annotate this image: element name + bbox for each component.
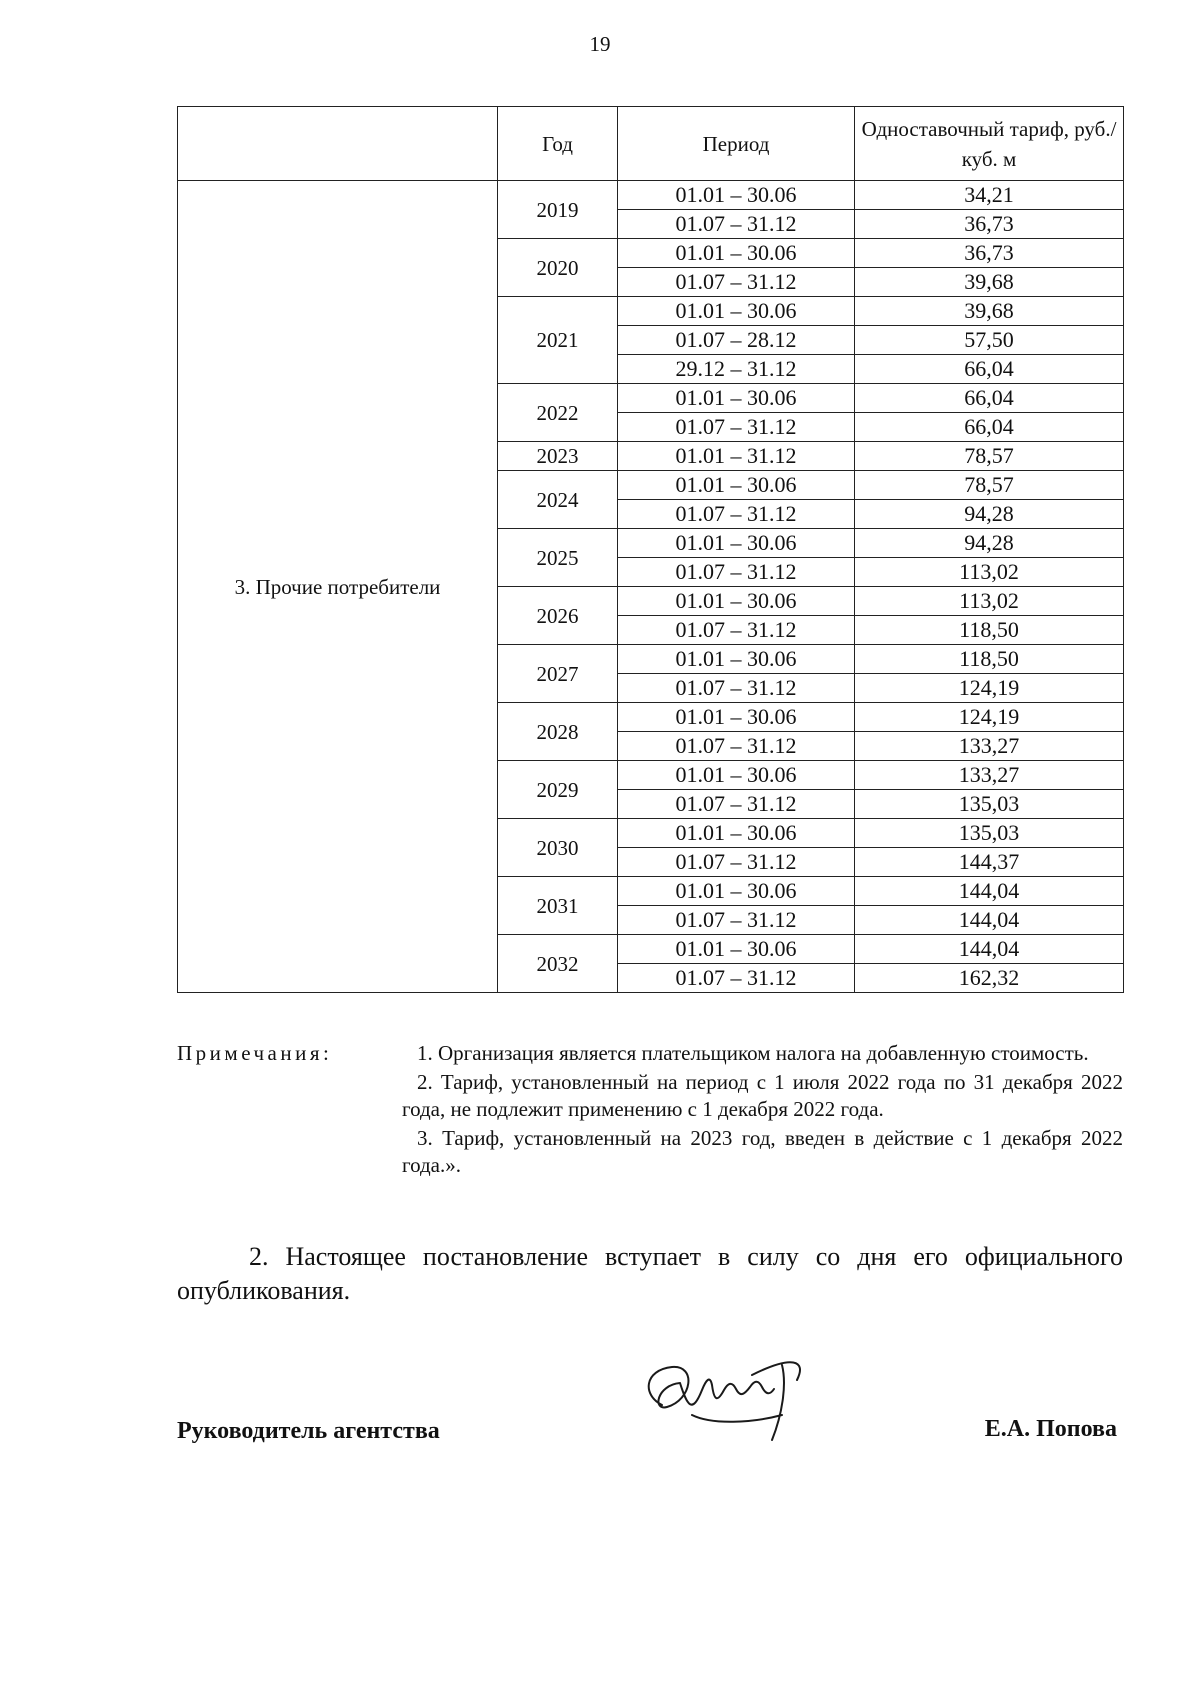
tariff-cell: 34,21	[855, 181, 1124, 210]
period-cell: 01.07 – 31.12	[618, 790, 855, 819]
year-cell: 2026	[498, 587, 618, 645]
tariff-cell: 78,57	[855, 442, 1124, 471]
page-number: 19	[589, 32, 611, 56]
period-cell: 01.07 – 31.12	[618, 616, 855, 645]
period-cell: 01.01 – 30.06	[618, 703, 855, 732]
period-cell: 01.01 – 30.06	[618, 181, 855, 210]
year-cell: 2021	[498, 297, 618, 384]
tariff-cell: 66,04	[855, 384, 1124, 413]
tariff-cell: 118,50	[855, 645, 1124, 674]
tariff-cell: 118,50	[855, 616, 1124, 645]
period-cell: 01.01 – 30.06	[618, 935, 855, 964]
period-cell: 01.01 – 30.06	[618, 645, 855, 674]
tariff-cell: 124,19	[855, 703, 1124, 732]
tariff-cell: 144,37	[855, 848, 1124, 877]
year-cell: 2020	[498, 239, 618, 297]
tariff-cell: 57,50	[855, 326, 1124, 355]
tariff-table	[177, 106, 1124, 993]
tariff-table-body	[178, 181, 1124, 993]
tariff-cell: 78,57	[855, 471, 1124, 500]
year-cell: 2028	[498, 703, 618, 761]
period-cell: 01.07 – 31.12	[618, 906, 855, 935]
tariff-cell: 162,32	[855, 964, 1124, 993]
tariff-cell: 113,02	[855, 587, 1124, 616]
tariff-cell: 66,04	[855, 413, 1124, 442]
tariff-cell: 113,02	[855, 558, 1124, 587]
header-year: Год	[498, 107, 618, 181]
signature-block	[177, 1340, 1123, 1480]
table-header-row	[178, 107, 1124, 181]
tariff-cell: 135,03	[855, 790, 1124, 819]
period-cell: 01.01 – 30.06	[618, 529, 855, 558]
tariff-cell: 36,73	[855, 239, 1124, 268]
period-cell: 01.01 – 30.06	[618, 587, 855, 616]
note-item: 3. Тариф, установленный на 2023 год, введен в действие с 1 декабря 2022 года.».	[402, 1126, 1123, 1177]
tariff-cell: 133,27	[855, 732, 1124, 761]
decree-paragraph: 2. Настоящее постановление вступает в силу со дня его официального опубликования.	[177, 1242, 1123, 1305]
tariff-cell: 133,27	[855, 761, 1124, 790]
notes-list	[402, 1040, 1123, 1181]
signer-title: Руководитель агентства	[177, 1418, 440, 1444]
year-cell: 2025	[498, 529, 618, 587]
tariff-cell: 66,04	[855, 355, 1124, 384]
handwritten-signature	[632, 1345, 832, 1455]
period-cell: 01.07 – 31.12	[618, 732, 855, 761]
period-cell: 01.07 – 28.12	[618, 326, 855, 355]
period-cell: 01.01 – 30.06	[618, 239, 855, 268]
period-cell: 01.07 – 31.12	[618, 500, 855, 529]
period-cell: 01.07 – 31.12	[618, 210, 855, 239]
period-cell: 01.01 – 30.06	[618, 877, 855, 906]
tariff-cell: 39,68	[855, 297, 1124, 326]
year-cell: 2019	[498, 181, 618, 239]
period-cell: 01.01 – 30.06	[618, 471, 855, 500]
period-cell: 01.07 – 31.12	[618, 558, 855, 587]
year-cell: 2022	[498, 384, 618, 442]
period-cell: 01.07 – 31.12	[618, 964, 855, 993]
year-cell: 2032	[498, 935, 618, 993]
tariff-cell: 39,68	[855, 268, 1124, 297]
notes-label: Примечания:	[177, 1041, 333, 1065]
period-cell: 01.01 – 30.06	[618, 761, 855, 790]
tariff-cell: 135,03	[855, 819, 1124, 848]
tariff-cell: 36,73	[855, 210, 1124, 239]
header-consumer	[178, 107, 498, 181]
period-cell: 01.07 – 31.12	[618, 268, 855, 297]
table-row	[178, 181, 1124, 210]
tariff-cell: 144,04	[855, 935, 1124, 964]
year-cell: 2024	[498, 471, 618, 529]
note-item: 2. Тариф, установленный на период с 1 июля 2022 года по 31 декабря 2022 года, не подлежит применению с 1 декабря 2022 года.	[402, 1070, 1123, 1121]
year-cell: 2023	[498, 442, 618, 471]
signer-name: Е.А. Попова	[984, 1416, 1117, 1442]
tariff-cell: 124,19	[855, 674, 1124, 703]
tariff-cell: 144,04	[855, 877, 1124, 906]
header-tariff: Одноставочный тариф, руб./куб. м	[855, 107, 1124, 181]
year-cell: 2029	[498, 761, 618, 819]
year-cell: 2027	[498, 645, 618, 703]
period-cell: 01.01 – 30.06	[618, 297, 855, 326]
year-cell: 2031	[498, 877, 618, 935]
note-item: 1. Организация является плательщиком налога на добавленную стоимость.	[417, 1041, 1089, 1065]
tariff-cell: 94,28	[855, 500, 1124, 529]
tariff-cell: 144,04	[855, 906, 1124, 935]
tariff-cell: 94,28	[855, 529, 1124, 558]
period-cell: 01.07 – 31.12	[618, 674, 855, 703]
period-cell: 01.01 – 31.12	[618, 442, 855, 471]
period-cell: 01.01 – 30.06	[618, 819, 855, 848]
consumer-group-cell: 3. Прочие потребители	[178, 181, 498, 993]
header-period: Период	[618, 107, 855, 181]
period-cell: 01.01 – 30.06	[618, 384, 855, 413]
period-cell: 01.07 – 31.12	[618, 413, 855, 442]
period-cell: 01.07 – 31.12	[618, 848, 855, 877]
period-cell: 29.12 – 31.12	[618, 355, 855, 384]
year-cell: 2030	[498, 819, 618, 877]
